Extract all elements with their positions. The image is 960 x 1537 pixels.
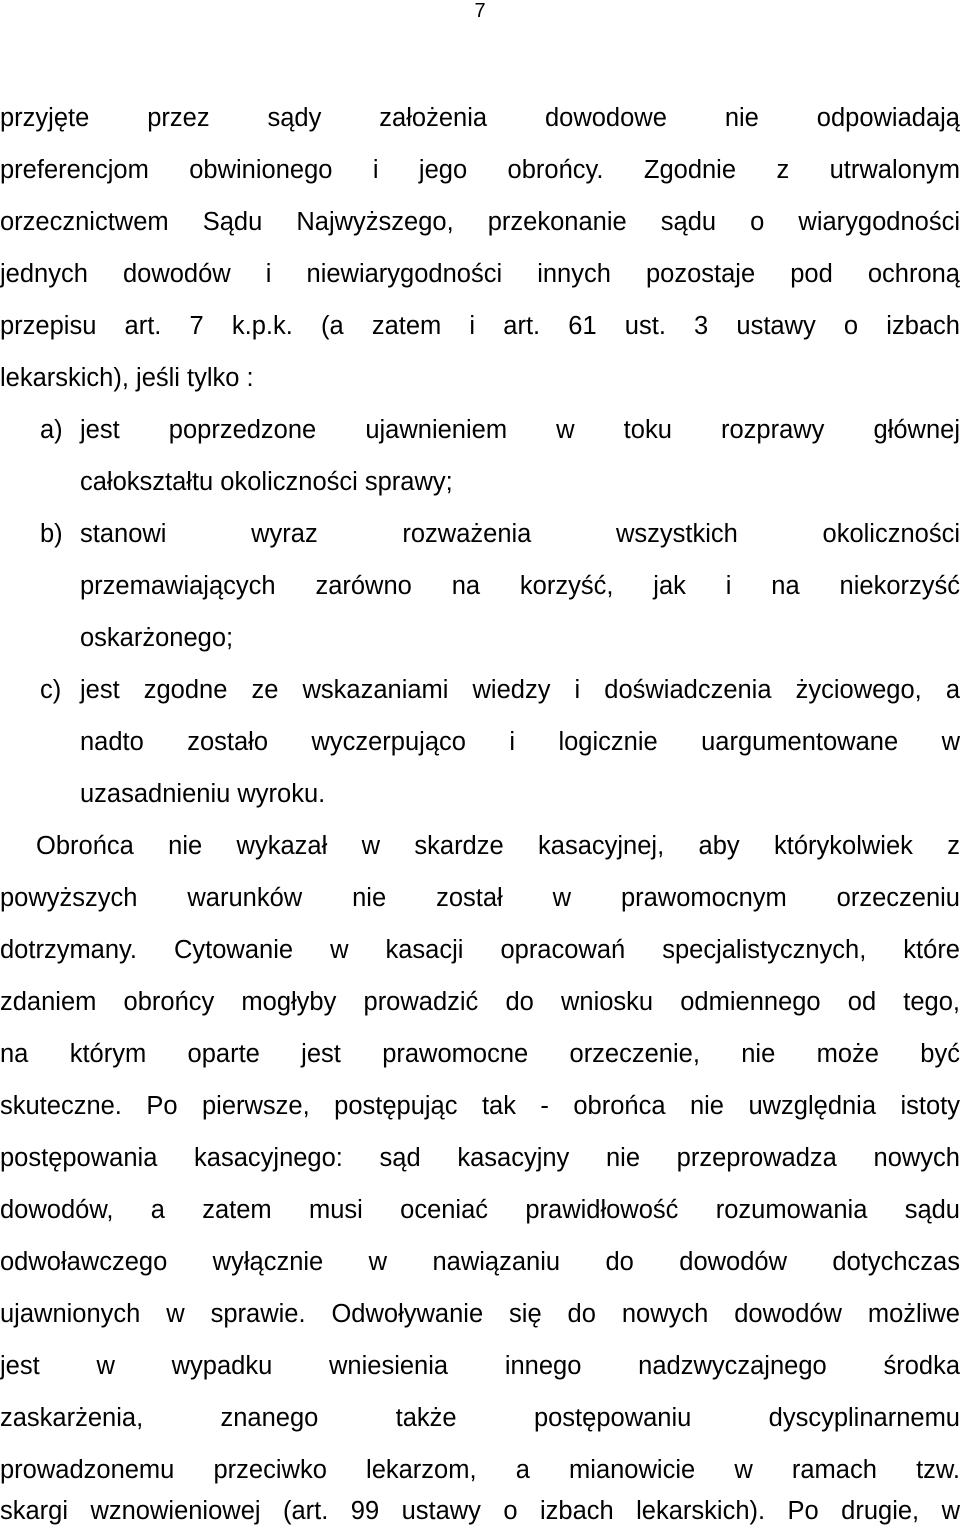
text-line: jest w wypadku wniesienia innego nadzwyczajnego środka (0, 1352, 960, 1380)
list-item (0, 664, 960, 716)
text-line: lekarskich), jeśli tylko : (0, 364, 254, 392)
list-item-text: stanowi wyraz rozważenia wszystkich okoliczności (80, 520, 960, 548)
list-item (0, 508, 960, 560)
list-item-text: uzasadnieniu wyroku. (80, 780, 326, 808)
list-item-text: jest poprzedzone ujawnieniem w toku rozprawy głównej (80, 416, 960, 444)
list-item-continuation (0, 768, 960, 820)
list-item-continuation (0, 716, 960, 768)
text-line: skargi wznowieniowej (art. 99 ustawy o izbach lekarskich). Po drugie, w (0, 1497, 960, 1525)
text-line: skuteczne. Po pierwsze, postępując tak - obrońca nie uwzględnia istoty (0, 1092, 960, 1120)
text-line: zaskarżenia, znanego także postępowaniu dyscyplinarnemu (0, 1404, 960, 1432)
text-line: postępowania kasacyjnego: sąd kasacyjny nie przeprowadza nowych (0, 1144, 960, 1172)
list-item-label: c) (40, 676, 62, 704)
text-line: zdaniem obrońcy mogłyby prowadzić do wniosku odmiennego od tego, (0, 988, 960, 1016)
text-line: dowodów, a zatem musi oceniać prawidłowość rozumowania sądu (0, 1196, 960, 1224)
text-line: na którym oparte jest prawomocne orzeczenie, nie może być (0, 1040, 960, 1068)
text-line: preferencjom obwinionego i jego obrońcy. Zgodnie z utrwalonym (0, 156, 960, 184)
list-item (0, 404, 960, 456)
text-line: przepisu art. 7 k.p.k. (a zatem i art. 61 ust. 3 ustawy o izbach (0, 312, 960, 340)
list-item-continuation (0, 612, 960, 664)
page-number: 7 (474, 0, 486, 22)
text-line: ujawnionych w sprawie. Odwoływanie się do nowych dowodów możliwe (0, 1300, 960, 1328)
text-line: dotrzymany. Cytowanie w kasacji opracowań specjalistycznych, które (0, 936, 960, 964)
list-item-label: b) (40, 520, 63, 548)
text-line: powyższych warunków nie został w prawomocnym orzeczeniu (0, 884, 960, 912)
text-line: Obrońca nie wykazał w skardze kasacyjnej, aby którykolwiek z (36, 832, 960, 860)
list-item-continuation (0, 456, 960, 508)
list-item-text: przemawiających zarówno na korzyść, jak i na niekorzyść (80, 572, 960, 600)
list-item-text: oskarżonego; (80, 624, 234, 652)
text-line: przyjęte przez sądy założenia dowodowe nie odpowiadają (0, 104, 960, 132)
text-line: orzecznictwem Sądu Najwyższego, przekonanie sądu o wiarygodności (0, 208, 960, 236)
text-line: odwoławczego wyłącznie w nawiązaniu do dowodów dotychczas (0, 1248, 960, 1276)
list-item-label: a) (40, 416, 63, 444)
list-item-continuation (0, 560, 960, 612)
list-item-text: nadto zostało wyczerpująco i logicznie uargumentowane w (80, 728, 960, 756)
text-line: prowadzonemu przeciwko lekarzom, a mianowicie w ramach tzw. (0, 1456, 960, 1484)
text-line: jednych dowodów i niewiarygodności innych pozostaje pod ochroną (0, 260, 960, 288)
list-item-text: całokształtu okoliczności sprawy; (80, 468, 453, 496)
list-item-text: jest zgodne ze wskazaniami wiedzy i doświadczenia życiowego, a (80, 676, 960, 704)
